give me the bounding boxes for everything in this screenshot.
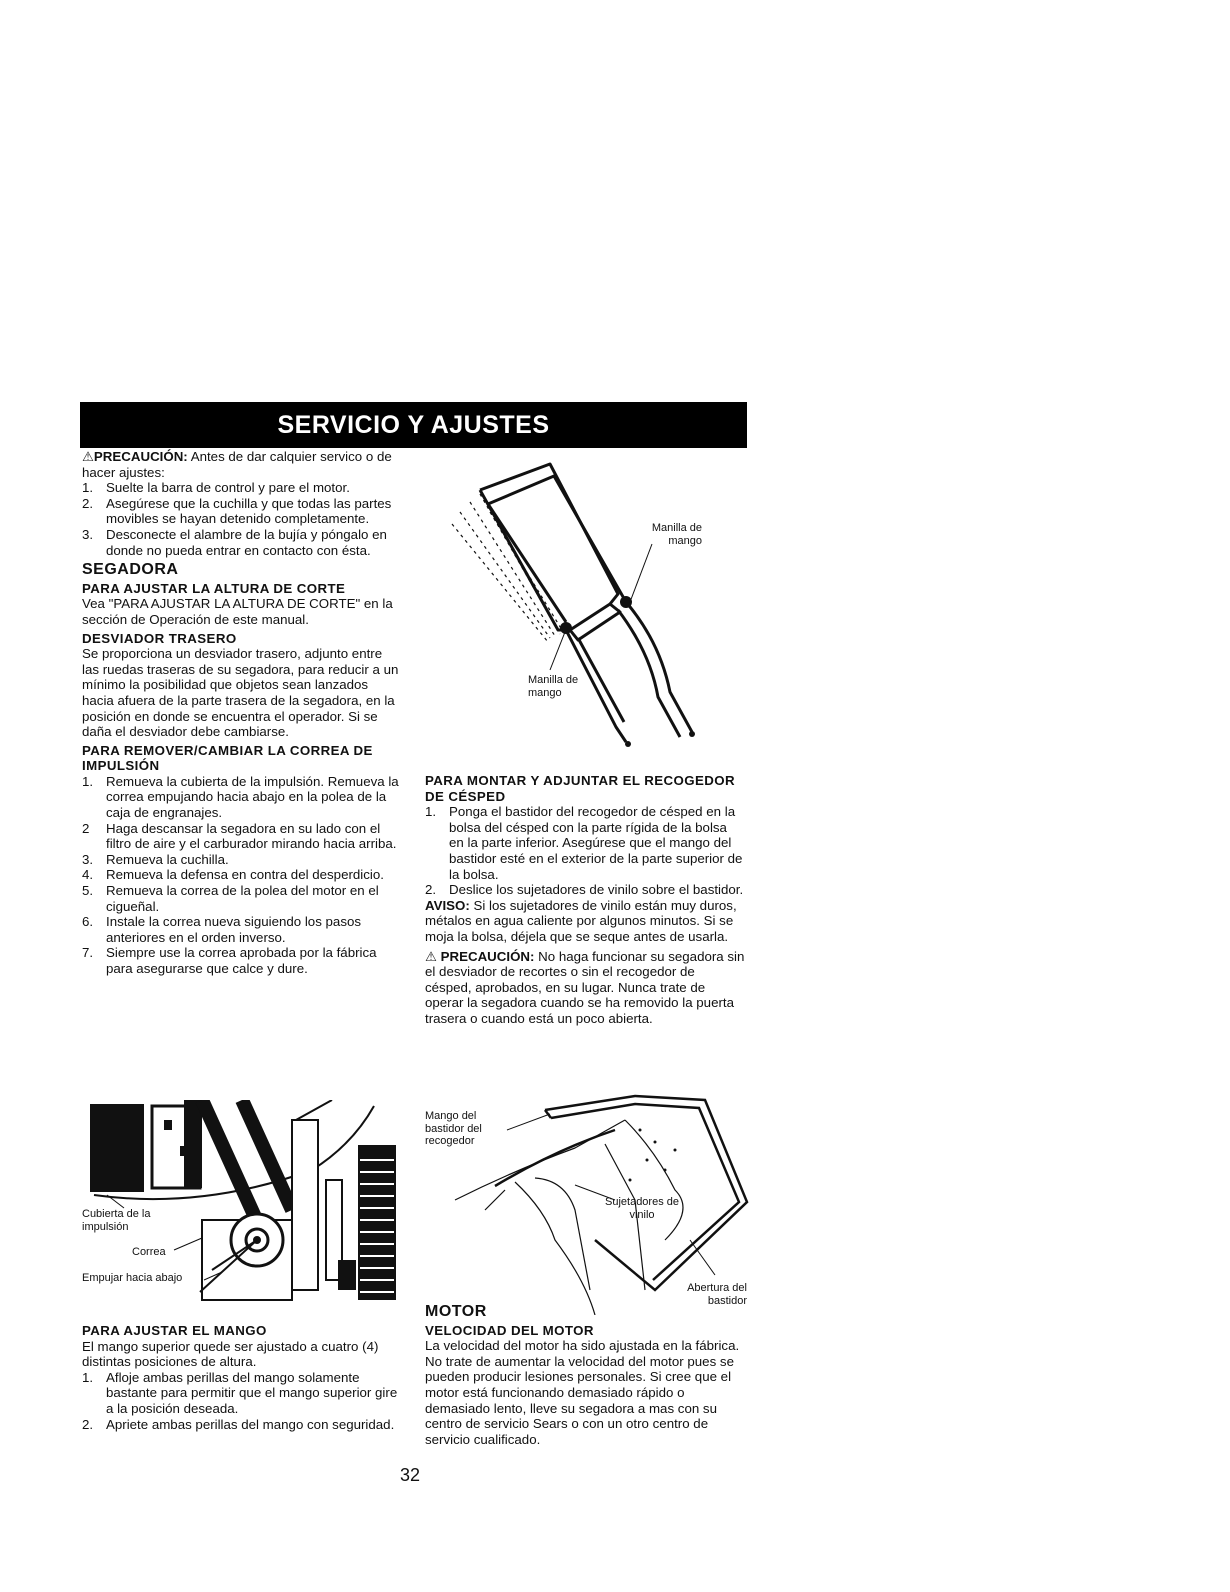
- bag-illustration: [425, 1090, 750, 1315]
- segadora-heading: SEGADORA: [82, 561, 179, 579]
- desviador-text: Se proporciona un desviador trasero, adjunto entre las ruedas traseras de su segadora, para reducir a un mínimo la posibilidad que objetos sean lanzados hacia afuera de la parte trasera de la segadora, en la posición en donde se encuentra el operador. Si se daña el desviador debe cambiarse.: [82, 646, 399, 740]
- page-number: 32: [400, 1465, 421, 1485]
- list-item: 7. Siempre use la correa aprobada por la fábrica para asegurarse que calce y dure.: [82, 945, 377, 976]
- handle-drawing: [430, 452, 740, 752]
- caution-text: Antes de dar calquier servico o de hacer ajustes:: [82, 449, 392, 480]
- correa-heading: PARA REMOVER/CAMBIAR LA CORREA DE IMPULSIÓN: [82, 742, 373, 774]
- desviador-heading: DESVIADOR TRASERO: [82, 630, 237, 646]
- list-item: 2. Deslice los sujetadores de vinilo sobre el bastidor.: [425, 882, 744, 898]
- belt-label-push: Empujar hacia abajo: [82, 1272, 183, 1284]
- aviso-label: AVISO:: [425, 897, 470, 913]
- caution2-label: PRECAUCIÓN:: [440, 948, 535, 964]
- montar-heading: PARA MONTAR Y ADJUNTAR EL RECOGEDOR DE CÉSPED: [425, 773, 735, 804]
- bag-label-clips: Sujetadores de vinilo: [605, 1196, 679, 1221]
- caution-label: PRECAUCIÓN:: [93, 449, 188, 464]
- left-column-top: [82, 449, 402, 977]
- velocidad-text: La velocidad del motor ha sido ajustada en la fábrica. No trate de aumentar la velocidad del motor pues se pueden producir lesiones personales. Si cree que el motor está funcionando demasiado rápido o demasiado lento, lleve su segadora a mas con su centro de servicio Sears o con un otro centro de servicio cualificado.: [425, 1338, 740, 1447]
- motor-heading: MOTOR: [425, 1303, 487, 1320]
- list-item: 2. Apriete ambas perillas del mango con seguridad.: [82, 1416, 395, 1432]
- list-item: 1. Suelte la barra de control y pare el motor.: [82, 480, 350, 496]
- motor-section: [425, 1300, 745, 1447]
- list-item: 4. Remueva la defensa en contra del desperdicio.: [82, 867, 384, 883]
- caution2-paragraph: ⚠ PRECAUCIÓN: No haga funcionar su segadora sin el desviador de recortes o sin el recogedor de césped, aprobados, en su lugar. Nunca trate de operar la segadora cuando se ha removido la puerta trasera o cuando está un poco abierta.: [425, 948, 745, 1026]
- warning-icon: ⚠: [425, 948, 437, 964]
- list-item: 6. Instale la correa nueva siguiendo los pasos anteriores en el orden inverso.: [82, 914, 362, 945]
- list-item: 5. Remueva la correa de la polea del motor en el cigueñal.: [82, 883, 379, 914]
- list-item: 2. Asegúrese que la cuchilla y que todas las partes movibles se hayan detenido completamente.: [82, 495, 392, 527]
- aviso-paragraph: AVISO: Si los sujetadores de vinilo están muy duros, métalos en agua caliente por algunos minutos. Si se moja la bolsa, déjela que se seque antes de usarla.: [425, 897, 737, 944]
- section-banner: SERVICIO Y AJUSTES: [80, 402, 747, 448]
- list-item: 3. Remueva la cuchilla.: [82, 851, 229, 867]
- left-column-bottom: [82, 1320, 402, 1432]
- belt-label-belt: Correa: [132, 1246, 166, 1258]
- right-column: [425, 770, 745, 1027]
- list-item: 1. Ponga el bastidor del recogedor de césped en la bolsa del césped con la parte rígida de la bolsa en la parte inferior. Asegúrese que el mango del bastidor esté en el exterior de la parte superior de la bolsa.: [425, 804, 743, 882]
- velocidad-heading: VELOCIDAD DEL MOTOR: [425, 1322, 594, 1338]
- montar-list: [425, 804, 745, 898]
- correa-list: [82, 774, 402, 977]
- handle-label-right: Manilla de mango: [651, 522, 702, 547]
- list-item: 2 Haga descansar la segadora en su lado con el filtro de aire y el carburador mirando hacia arriba.: [82, 820, 397, 852]
- bag-label-frame: Mango del bastidor del recogedor: [425, 1110, 482, 1147]
- belt-illustration: [82, 1100, 402, 1310]
- bag-label-opening: Abertura del bastidor: [687, 1282, 747, 1307]
- list-item: 1. Remueva la cubierta de la impulsión. Remueva la correa empujando hacia abajo en la polea de la caja de engranajes.: [82, 773, 399, 821]
- caution-list: [82, 480, 402, 558]
- caution-paragraph: [82, 449, 402, 480]
- list-item: 1. Afloje ambas perillas del mango solamente bastante para permitir que el mango superior gire a la posición deseada.: [82, 1369, 398, 1416]
- belt-label-cover: Cubierta de la impulsión: [82, 1208, 151, 1233]
- altura-heading: PARA AJUSTAR LA ALTURA DE CORTE: [82, 580, 346, 596]
- mango-list: [82, 1370, 402, 1432]
- warning-icon: ⚠: [82, 449, 94, 464]
- handle-label-left: Manilla de mango: [528, 674, 579, 699]
- altura-text: Vea "PARA AJUSTAR LA ALTURA DE CORTE" en la sección de Operación de este manual.: [82, 596, 393, 627]
- mango-text: El mango superior quede ser ajustado a cuatro (4) distintas posiciones de altura.: [82, 1338, 379, 1370]
- mango-heading: PARA AJUSTAR EL MANGO: [82, 1323, 267, 1338]
- list-item: 3. Desconecte el alambre de la bujía y póngalo en donde no pueda entrar en contacto con ésta.: [82, 526, 387, 558]
- handle-illustration: [430, 452, 740, 752]
